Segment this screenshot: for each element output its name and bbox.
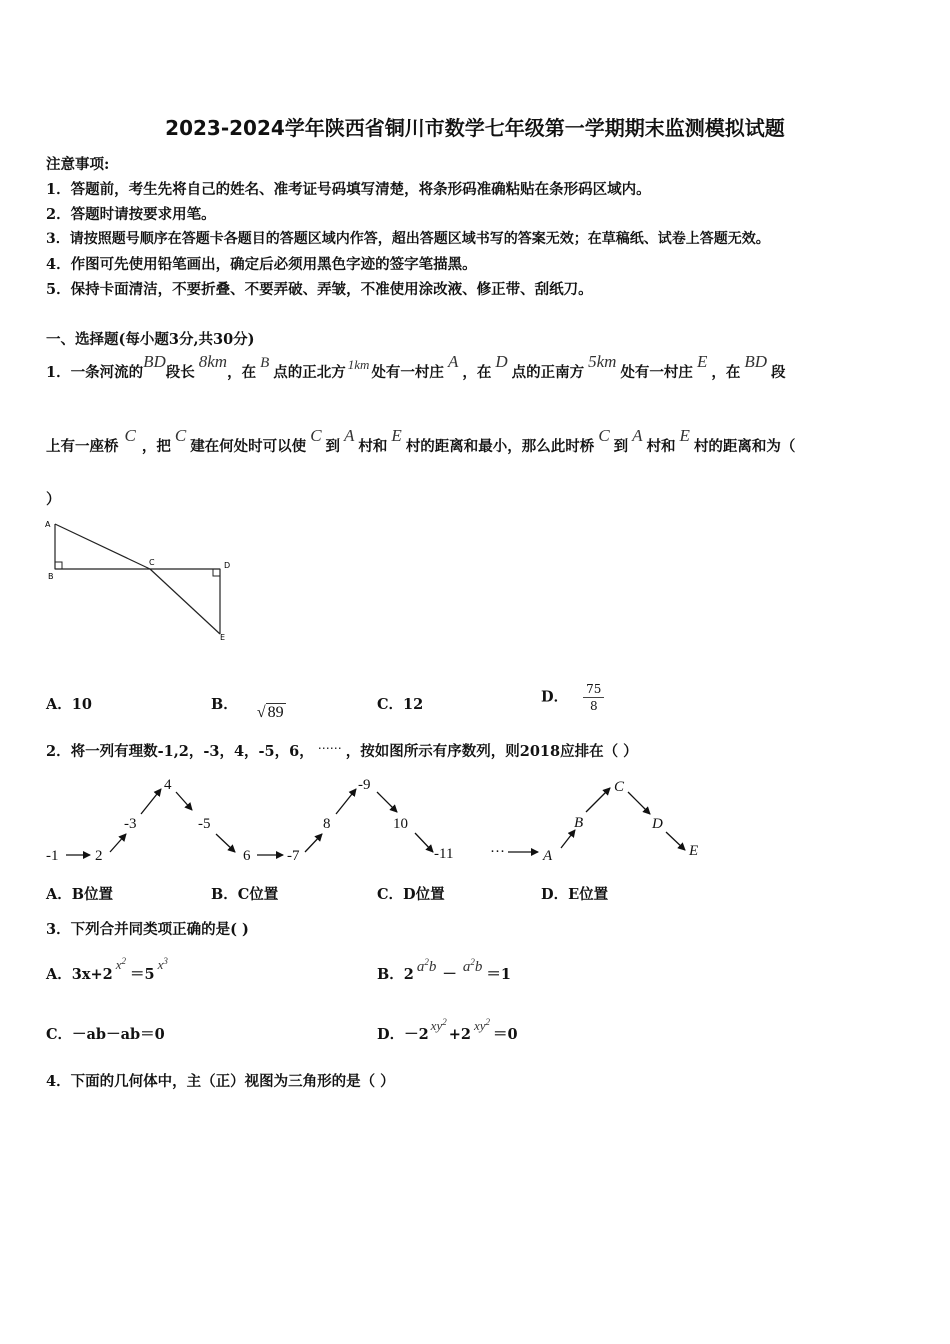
q1-text: ，在 (227, 364, 257, 381)
q1-point-c: C (310, 426, 322, 445)
seq-value: -3 (124, 816, 137, 832)
q2-stem-text-2: ，按如图所示有序数列，则2018应排在（ ） (345, 743, 638, 760)
arrow (628, 792, 650, 814)
q1-text: 点的正南方 (511, 364, 585, 381)
section-heading: 一、选择题(每小题3分,共30分) (46, 331, 255, 348)
q3-a-exponent: 2 (121, 956, 127, 966)
arrow (216, 834, 235, 852)
arrow (336, 789, 356, 814)
q1-point-d: D (495, 352, 508, 371)
q2-option-a: A．B位置 (46, 886, 114, 903)
q1-distance-8km: 8km (198, 352, 228, 371)
q3-option-b (377, 957, 511, 984)
q3-d-exponent-2: 2 (485, 1017, 491, 1027)
seq-value: 6 (243, 848, 251, 864)
arrow (377, 792, 397, 812)
q1-figure (40, 512, 240, 647)
q1-point-e: E (696, 352, 708, 371)
q1-point-a: A (344, 426, 355, 445)
q3-d-end: ＝0 (493, 1026, 518, 1043)
arrow (110, 834, 126, 852)
note-item-2: 2．答题时请按要求用笔。 (46, 206, 216, 223)
q3-b-term: a (416, 959, 425, 975)
q3-b-term-2: a (462, 959, 471, 975)
seq-value: -5 (198, 816, 211, 832)
q2-stem-text: 2．将一列有理数-1,2，-3，4，-5，6， (46, 743, 314, 760)
label-e: E (220, 633, 226, 642)
q1-option-b-label: B． (211, 696, 238, 713)
note-item-1: 1．答题前，考生先将自己的姓名、准考证号码填写清楚，将条形码准确粘贴在条形码区域内。 (46, 181, 651, 198)
q2-stem (46, 740, 638, 761)
q1-text: 村的距离和为（ (693, 438, 796, 455)
seq-value: -7 (287, 848, 300, 864)
arrow (561, 830, 575, 848)
q3-d-exponent: 2 (442, 1017, 447, 1027)
label-c: C (149, 558, 155, 567)
seq-value: -11 (434, 846, 454, 862)
q1-option-b (211, 693, 286, 721)
q1-text: 段长 (165, 364, 195, 381)
q1-line-2 (46, 426, 795, 466)
q1-option-b-value: 89 (267, 704, 284, 721)
q3-a-base-2: x (157, 957, 164, 972)
arrow (586, 788, 610, 812)
sqrt-icon: √ 89 (256, 704, 284, 721)
q1-text: 1．一条河流的 (46, 364, 144, 381)
q1-text: 到 (325, 438, 341, 455)
q1-text: 处有一村庄 (371, 364, 444, 381)
q2-option-d: D．E位置 (541, 886, 609, 903)
q1-text: 点的正北方 (273, 364, 346, 381)
fraction (583, 681, 604, 714)
q1-point-c: C (124, 426, 136, 445)
seq-value: 4 (164, 777, 172, 793)
seq-position-d: D (652, 816, 663, 832)
q1-text: ，在 (711, 364, 741, 381)
q1-segment-bd: BD (744, 352, 767, 371)
seq-position-e: E (689, 843, 699, 859)
q1-text: 处有一村庄 (620, 364, 693, 381)
fraction-denominator: 8 (589, 699, 598, 713)
q3-b-minus: － (442, 966, 457, 983)
q1-distance-1km: 1km (347, 357, 370, 372)
q1-text: 村的距离和最小，那么此时桥 (405, 438, 595, 455)
seq-position-c: C (614, 779, 625, 795)
q3-stem: 3．下列合并同类项正确的是( ) (46, 921, 249, 938)
arrow (666, 832, 685, 850)
ellipsis: ⋯⋯ (317, 741, 342, 755)
note-item-5: 5．保持卡面清洁，不要折叠、不要弄破、弄皱，不准使用涂改液、修正带、刮纸刀。 (46, 281, 593, 298)
q1-line-1 (46, 352, 786, 392)
fraction-numerator: 75 (583, 681, 604, 698)
q1-point-c: C (174, 426, 187, 445)
label-d: D (224, 561, 231, 570)
q3-a-prefix: A．3x+2 (46, 966, 113, 983)
q2-sequence-figure (40, 770, 720, 870)
q1-text: 村和 (646, 438, 676, 455)
q1-text: ，把 (141, 438, 171, 455)
q1-text: 村和 (358, 438, 388, 455)
q3-option-d (377, 1017, 518, 1044)
q3-option-c: C．－ab－ab＝0 (46, 1026, 165, 1043)
q1-option-a: A．10 (46, 696, 92, 713)
arrow (141, 789, 161, 814)
arrow (176, 792, 192, 810)
seq-position-a: A (543, 848, 553, 864)
q3-b-exponent: 2 (424, 957, 429, 967)
q4-stem: 4．下面的几何体中，主（正）视图为三角形的是（ ） (46, 1073, 395, 1090)
q1-text: 到 (613, 438, 629, 455)
q3-b-prefix: B．2 (377, 966, 414, 983)
right-angle-d (213, 569, 220, 576)
q3-b-end: ＝1 (486, 966, 511, 983)
q3-a-exponent-2: 3 (163, 956, 168, 966)
q1-point-a: A (447, 352, 459, 371)
q3-d-term-2: xy (473, 1018, 486, 1033)
q1-text: 建在何处时可以使 (190, 438, 307, 455)
segment-ac (55, 524, 150, 569)
seq-value: 8 (323, 816, 331, 832)
seq-position-b: B (574, 815, 584, 831)
q1-option-c: C．12 (377, 696, 424, 713)
q1-text: ，在 (462, 364, 492, 381)
note-item-3: 3．请按照题号顺序在答题卡各题目的答题区域内作答，超出答题区域书写的答案无效；在草稿纸、试卷上答题无效。 (46, 231, 770, 247)
segment-ce (150, 569, 220, 634)
right-angle-b (55, 562, 62, 569)
note-item-4: 4．作图可先使用铅笔画出，确定后必须用黑色字迹的签字笔描黑。 (46, 256, 477, 273)
q1-text: 上有一座桥 (46, 438, 119, 455)
q1-line-3: ） (46, 491, 61, 508)
q3-b-term-b-2: b (474, 959, 483, 975)
q1-point-e: E (391, 426, 402, 445)
q3-a-mid: ＝5 (130, 966, 155, 983)
label-a: A (45, 520, 51, 529)
q1-option-d (541, 681, 604, 714)
seq-value: -9 (358, 777, 371, 793)
q3-a-base: x (115, 957, 122, 972)
q1-distance-5km: 5km (588, 352, 617, 371)
q3-d-term: xy (430, 1018, 443, 1033)
arrow (415, 833, 433, 852)
q3-option-a (46, 956, 168, 984)
q1-option-d-label: D． (541, 688, 569, 706)
q3-d-prefix: D．－2 (377, 1026, 429, 1043)
page-title: 2023-2024学年陕西省铜川市数学七年级第一学期期末监测模拟试题 (165, 116, 785, 140)
seq-value: -1 (46, 848, 59, 864)
q2-option-c: C．D位置 (377, 886, 445, 903)
q3-b-exponent-2: 2 (470, 957, 475, 967)
label-b: B (48, 572, 54, 581)
q1-segment-bd: BD (143, 352, 166, 371)
q1-point-a: A (632, 426, 643, 445)
q1-point-b: B (260, 355, 270, 371)
q3-d-mid: +2 (448, 1026, 471, 1043)
q1-point-e: E (679, 426, 690, 445)
q2-option-b: B．C位置 (211, 886, 279, 903)
seq-ellipsis: ··· (490, 844, 505, 860)
seq-value: 10 (393, 816, 408, 832)
arrow (305, 834, 322, 852)
notes-heading: 注意事项: (46, 156, 110, 173)
seq-value: 2 (95, 848, 103, 864)
q1-text: 段 (771, 364, 786, 381)
q3-b-term-b: b (428, 959, 437, 975)
q1-point-c: C (598, 426, 610, 445)
